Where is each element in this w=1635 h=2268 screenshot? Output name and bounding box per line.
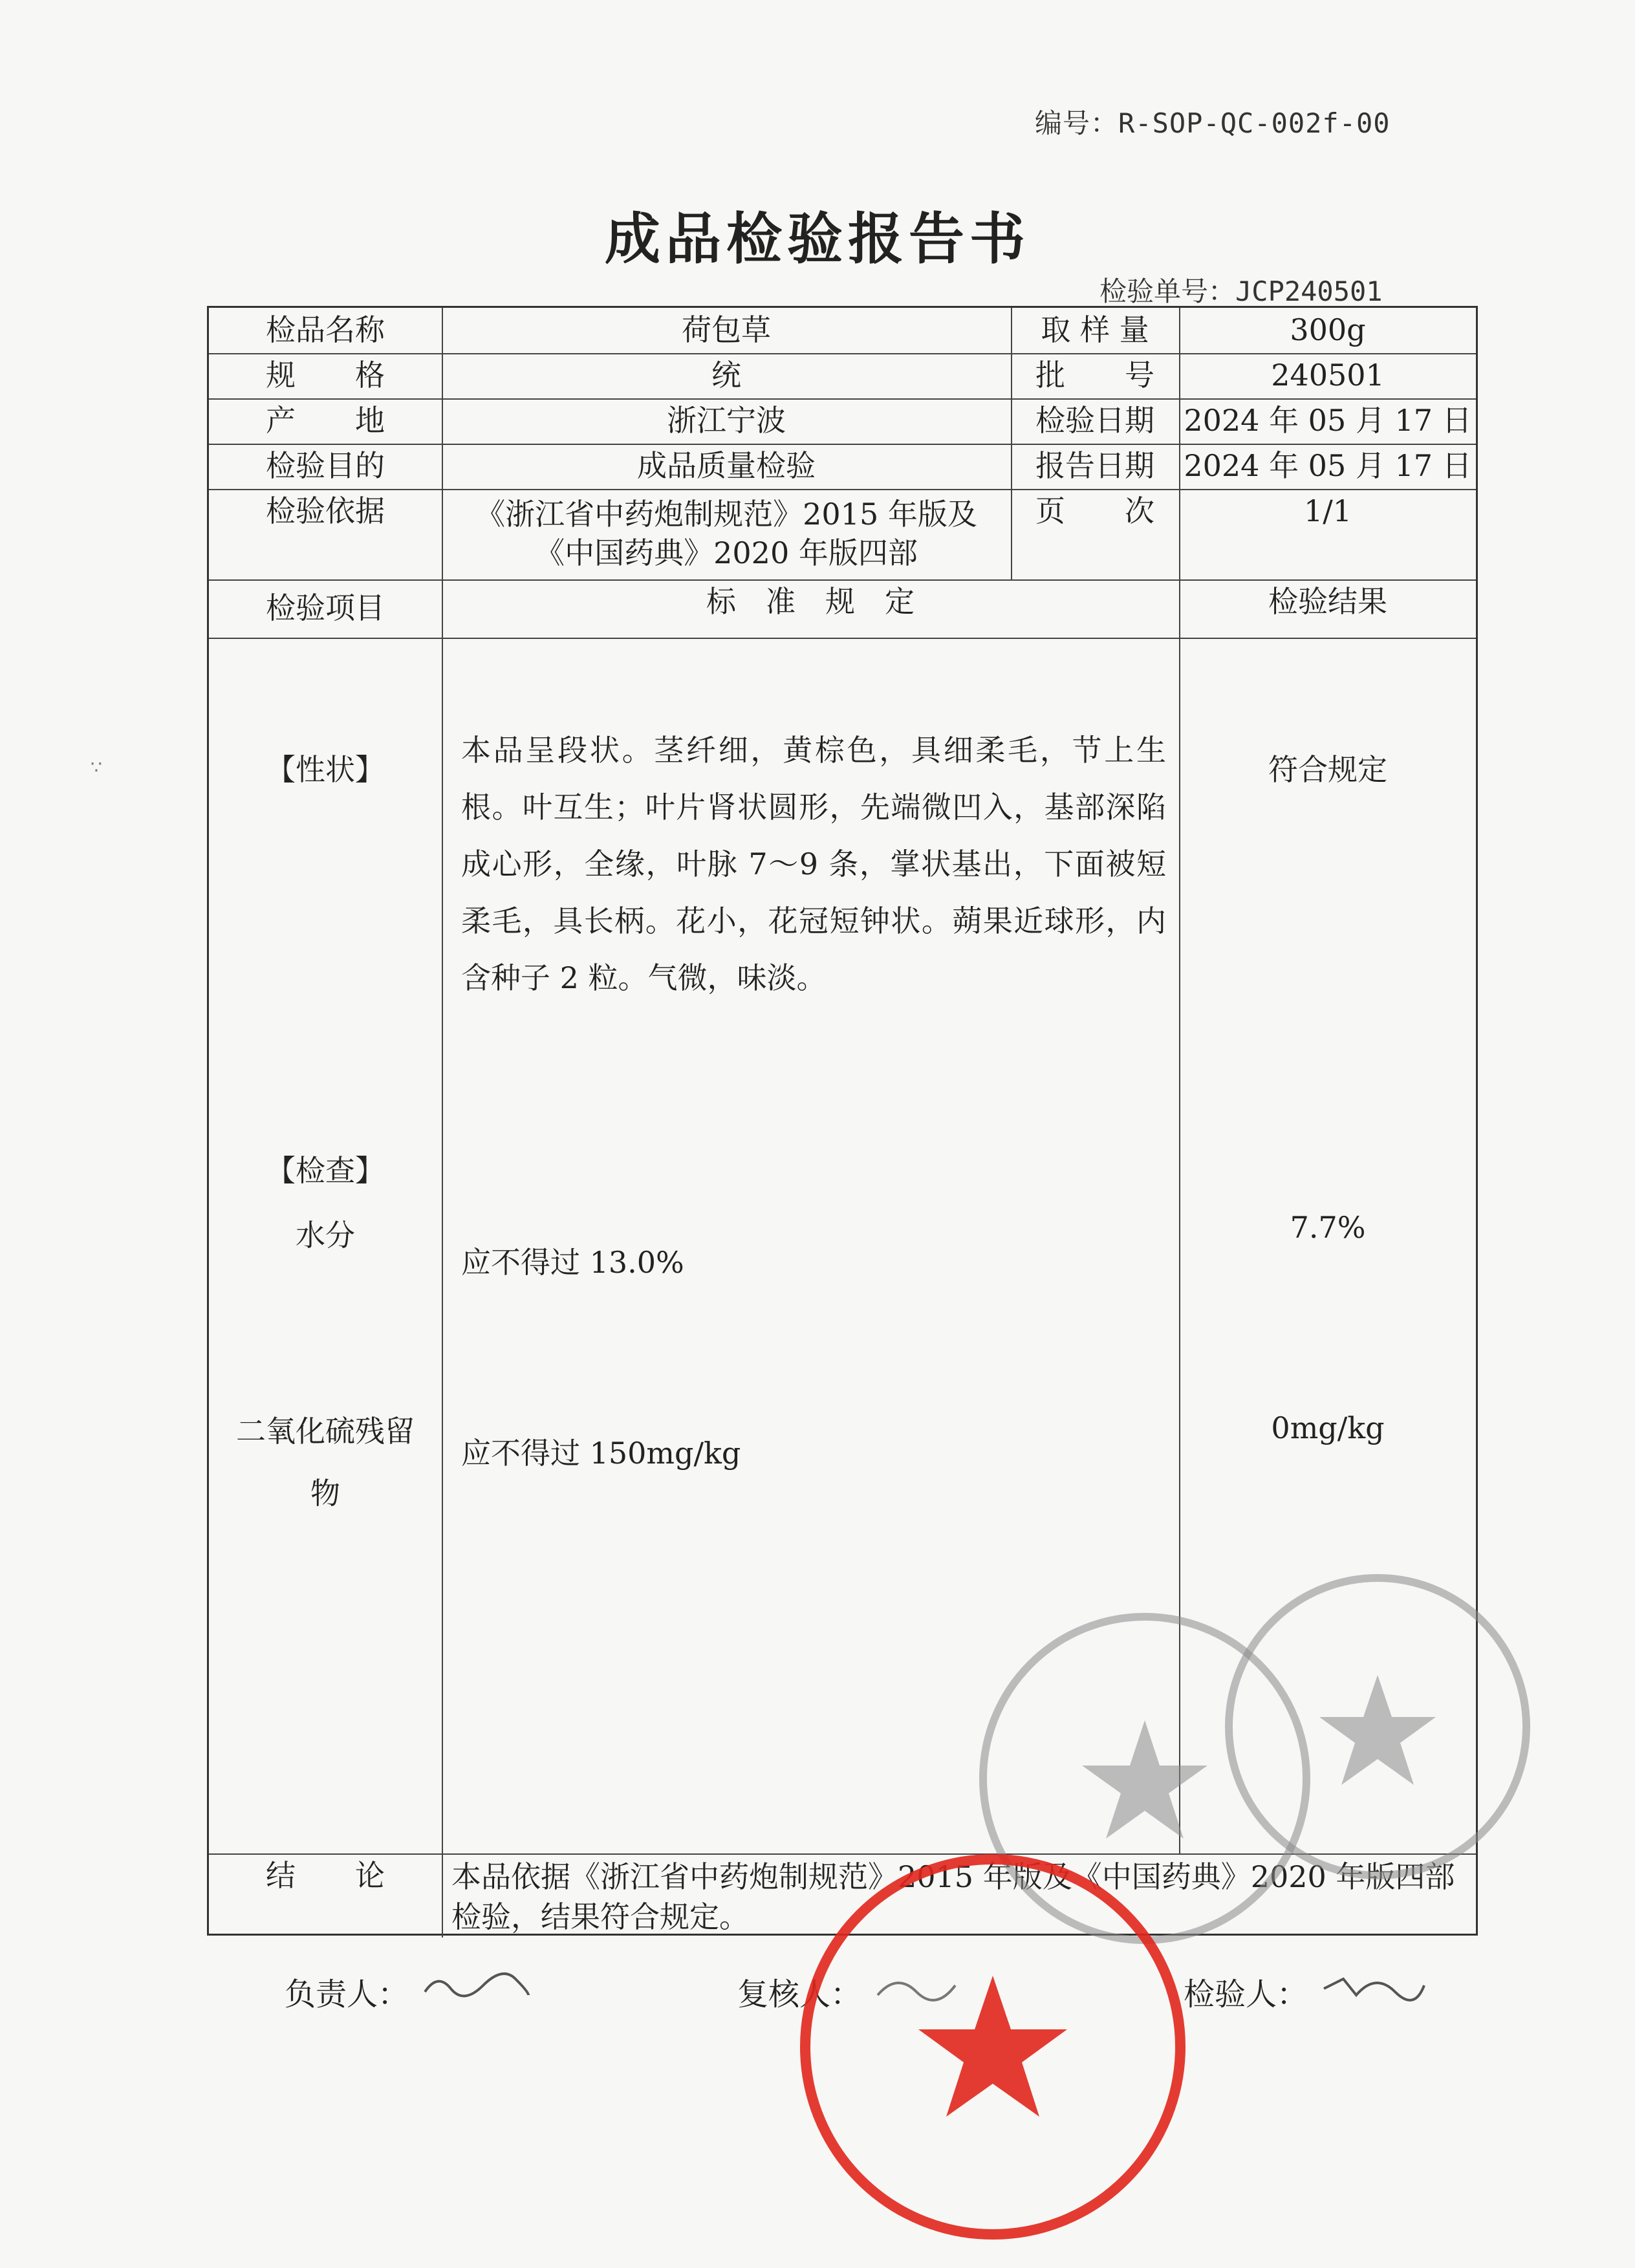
value-spec: 统 bbox=[711, 358, 741, 393]
value-origin: 浙江宁波 bbox=[667, 403, 786, 438]
character-description: 本品呈段状。茎纤细，黄棕色，具细柔毛，节上生根。叶互生；叶片肾状圆形，先端微凹入，基部深陷成心形，全缘，叶脉 7～9 条，掌状基出，下面被短柔毛，具长柄。花小，花冠短钟状。蒴果近球形，内含种子 2 粒。气微，味淡。 bbox=[461, 733, 1166, 995]
label-origin: 产 地 bbox=[266, 403, 385, 438]
conclusion-text: 本品依据《浙江省中药炮制规范》2015 年版及《中国药典》2020 年版四部检验，结果符合规定。 bbox=[451, 1859, 1455, 1934]
header-standard: 标 准 规 定 bbox=[706, 584, 915, 620]
label-page: 页 次 bbox=[1035, 493, 1154, 529]
so2-label: 二氧化硫残留物 bbox=[236, 1414, 415, 1511]
inspector-label: 检验人： bbox=[1184, 1976, 1308, 2013]
value-basis: 《浙江省中药炮制规范》2015 年版及 《中国药典》2020 年版四部 bbox=[475, 497, 977, 570]
reviewer-label: 复核人： bbox=[737, 1976, 862, 2013]
label-inspection-date: 检验日期 bbox=[1035, 403, 1154, 438]
label-basis: 检验依据 bbox=[266, 493, 385, 529]
moisture-result: 7.7% bbox=[1290, 1210, 1366, 1245]
scan-speck: ∵ bbox=[91, 757, 102, 778]
so2-result: 0mg/kg bbox=[1271, 1410, 1385, 1445]
check-label: 【检查】 bbox=[266, 1153, 385, 1189]
moisture-standard: 应不得过 13.0% bbox=[461, 1245, 684, 1280]
label-purpose: 检验目的 bbox=[266, 448, 385, 484]
label-sample-amount: 取 样 量 bbox=[1041, 312, 1149, 348]
inspection-stamp-gray-right bbox=[1216, 1565, 1539, 1888]
value-batch: 240501 bbox=[1271, 358, 1385, 393]
inspector-signature bbox=[1317, 1966, 1427, 2005]
label-product-name: 检品名称 bbox=[266, 312, 385, 348]
character-result: 符合规定 bbox=[1268, 752, 1387, 788]
value-inspection-date: 2024 年 05 月 17 日 bbox=[1184, 403, 1472, 438]
moisture-label: 水分 bbox=[296, 1218, 355, 1253]
inspector bbox=[1184, 1966, 1427, 2014]
value-report-date: 2024 年 05 月 17 日 bbox=[1184, 448, 1472, 484]
report-number: 检验单号：JCP240501 bbox=[1099, 275, 1383, 307]
value-purpose: 成品质量检验 bbox=[637, 448, 816, 484]
document-number: 编号：R-SOP-QC-002f-00 bbox=[1035, 107, 1391, 139]
quality-management-red-stamp bbox=[792, 1846, 1193, 2247]
page-title: 成品检验报告书 bbox=[605, 207, 1030, 272]
header-result: 检验结果 bbox=[1268, 584, 1387, 620]
label-batch: 批 号 bbox=[1035, 358, 1154, 393]
value-product-name: 荷包草 bbox=[682, 312, 771, 348]
so2-standard: 应不得过 150mg/kg bbox=[461, 1436, 741, 1471]
character-label: 【性状】 bbox=[266, 752, 385, 788]
responsible-person bbox=[285, 1966, 535, 2014]
responsible-label: 负责人： bbox=[285, 1976, 409, 2013]
header-item: 检验项目 bbox=[266, 590, 385, 626]
responsible-signature bbox=[418, 1966, 535, 2005]
label-report-date: 报告日期 bbox=[1035, 448, 1154, 484]
value-page: 1/1 bbox=[1303, 493, 1352, 529]
conclusion-label: 结 论 bbox=[266, 1858, 385, 1894]
label-spec: 规 格 bbox=[266, 358, 385, 393]
value-sample-amount: 300g bbox=[1290, 312, 1366, 348]
